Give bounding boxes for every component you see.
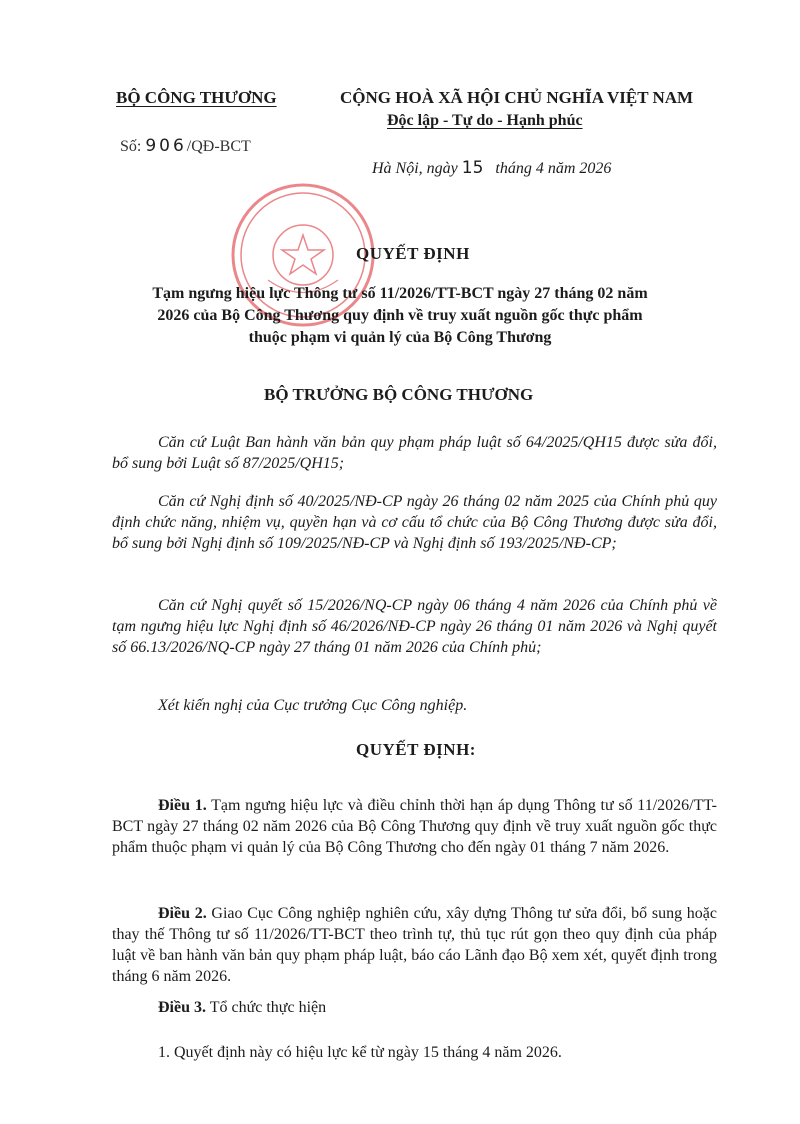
article-text: Giao Cục Công nghiệp nghiên cứu, xây dựng Thông tư sửa đổi, bổ sung hoặc thay thế Thông tư số 11/2026/TT-BCT theo trình tự, thủ tục rút gọn theo quy định của pháp luật về ban hành văn bản quy phạm pháp luật, báo cáo Lãnh đạo Bộ xem xét, quyết định trong tháng 6 năm 2026. [112, 905, 718, 985]
issuing-authority: BỘ TRƯỞNG BỘ CÔNG THƯƠNG [264, 385, 534, 404]
article-1 [112, 795, 717, 858]
number-handwritten: 906 [145, 136, 187, 156]
article-2 [112, 903, 717, 987]
summary-line: thuộc phạm vi quản lý của Bộ Công Thương [248, 329, 552, 346]
article-3 [112, 997, 717, 1018]
number-suffix: /QĐ-BCT [186, 138, 251, 155]
summary-line: 2026 của Bộ Công Thương quy định về truy xuất nguồn gốc thực phẩm [157, 307, 643, 324]
national-motto: Độc lập - Tự do - Hạnh phúc [387, 112, 583, 129]
article-label: Điều 3. [158, 999, 206, 1016]
legal-basis-3: Căn cứ Nghị quyết số 15/2026/NQ-CP ngày 06 tháng 4 năm 2026 của Chính phủ về tạm ngưng hiệu lực Nghị định số 46/2026/NĐ-CP ngày 26 tháng 01 năm 2026 và Nghị quyết số 66.13/2026/NQ-CP ngày 27 tháng 01 năm 2026 của Chính phủ; [112, 597, 717, 656]
document-number [120, 136, 251, 156]
place-date [372, 158, 611, 178]
date-day-handwritten: 15 [461, 158, 484, 178]
date-suffix: tháng 4 năm 2026 [495, 160, 612, 177]
decision-heading: QUYẾT ĐỊNH: [356, 740, 476, 759]
summary-line: Tạm ngưng hiệu lực Thông tư số 11/2026/TT-BCT ngày 27 tháng 02 năm [152, 285, 648, 302]
national-title: CỘNG HOÀ XÃ HỘI CHỦ NGHĨA VIỆT NAM [340, 88, 694, 107]
document-type-title: QUYẾT ĐỊNH [356, 244, 470, 263]
article-label: Điều 1. [158, 797, 207, 814]
article-label: Điều 2. [158, 905, 207, 922]
number-prefix: Số: [120, 138, 142, 155]
clause-1: 1. Quyết định này có hiệu lực kể từ ngày 15 tháng 4 năm 2026. [158, 1044, 562, 1061]
legal-basis-4: Xét kiến nghị của Cục trưởng Cục Công nghiệp. [158, 697, 468, 714]
legal-basis-2: Căn cứ Nghị định số 40/2025/NĐ-CP ngày 26 tháng 02 năm 2025 của Chính phủ quy định chức năng, nhiệm vụ, quyền hạn và cơ cấu tổ chức của Bộ Công Thương được sửa đổi, bổ sung bởi Nghị định số 109/2025/NĐ-CP và Nghị định số 193/2025/NĐ-CP; [112, 493, 717, 552]
date-prefix: Hà Nội, ngày [372, 160, 458, 177]
issuing-agency: BỘ CÔNG THƯƠNG [116, 88, 277, 107]
legal-basis-1: Căn cứ Luật Ban hành văn bản quy phạm pháp luật số 64/2025/QH15 được sửa đổi, bổ sung bởi Luật số 87/2025/QH15; [112, 434, 717, 472]
article-text: Tổ chức thực hiện [206, 999, 327, 1016]
article-text: Tạm ngưng hiệu lực và điều chỉnh thời hạn áp dụng Thông tư số 11/2026/TT-BCT ngày 27 tháng 02 năm 2026 của Bộ Công Thương quy định về truy xuất nguồn gốc thực phẩm thuộc phạm vi quản lý của Bộ Công Thương cho đến ngày 01 tháng 7 năm 2026. [112, 797, 717, 856]
document-summary [110, 283, 690, 349]
